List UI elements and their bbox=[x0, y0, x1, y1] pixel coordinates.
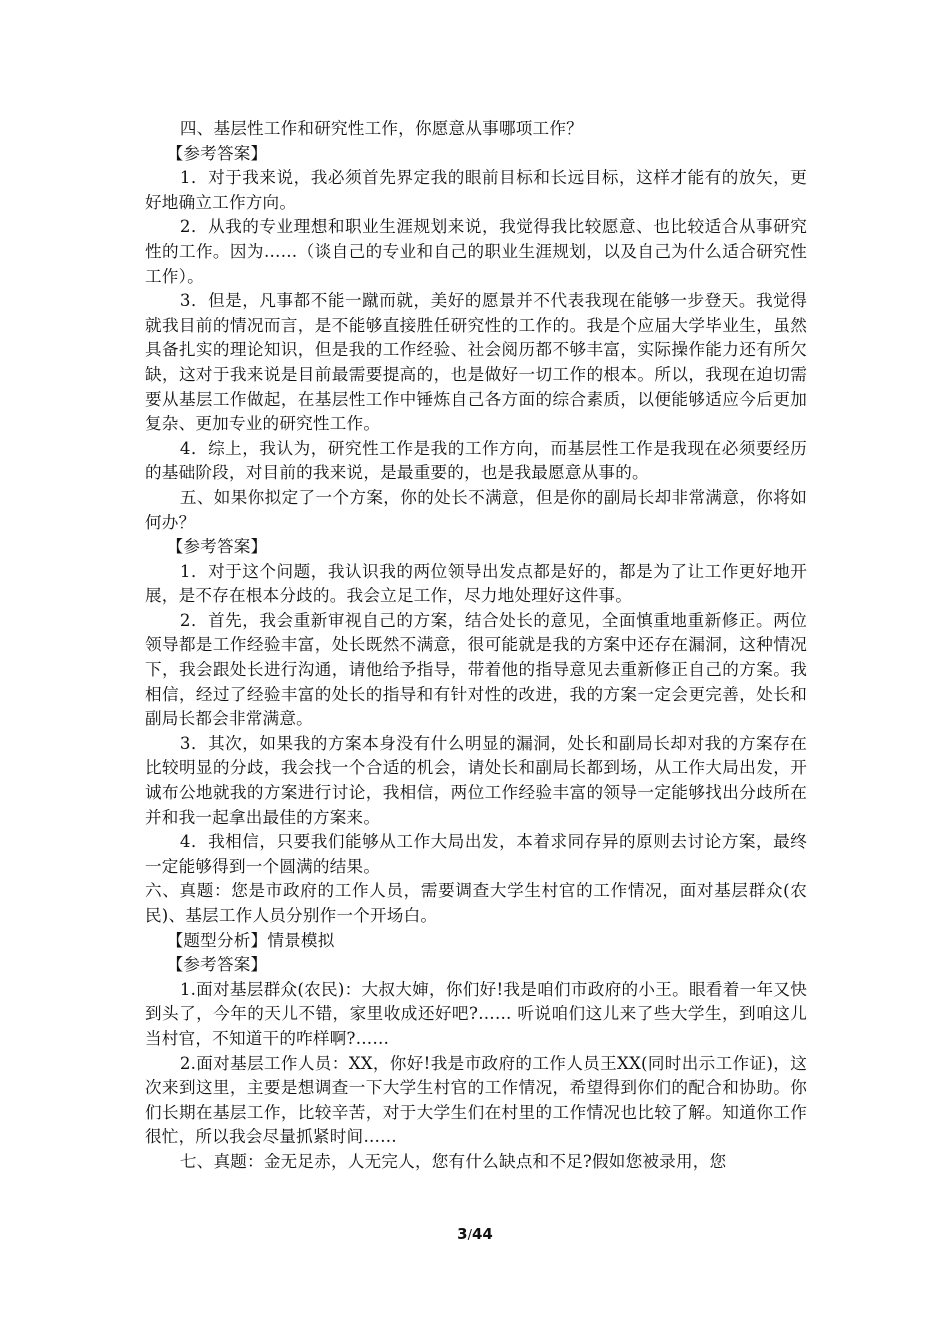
paragraph: 4．综上，我认为，研究性工作是我的工作方向，而基层性工作是我现在必须要经历的基础阶段，对目前的我来说，是最重要的，也是我最愿意从事的。 bbox=[145, 438, 807, 483]
paragraph: 六、真题：您是市政府的工作人员，需要调查大学生村官的工作情况，面对基层群众(农民)、基层工作人员分别作一个开场白。 bbox=[145, 881, 807, 925]
page-number bbox=[0, 1225, 950, 1243]
paragraph: 【参考答案】 bbox=[166, 955, 268, 975]
paragraph: 【题型分析】情景模拟 bbox=[166, 930, 335, 950]
page-separator: / bbox=[467, 1228, 472, 1243]
paragraph: 四、基层性工作和研究性工作，你愿意从事哪项工作？ bbox=[179, 119, 583, 138]
paragraph: 1.面对基层群众(农民)：大叔大婶，你们好!我是咱们市政府的小王。眼看着一年又快到头了，今年的天儿不错，家里收成还好吧?…… 听说咱们这儿来了些大学生，到咱这儿当村官，不知道干的咋样啊?…… bbox=[145, 979, 807, 1048]
document-body bbox=[145, 117, 807, 1175]
paragraph: 【参考答案】 bbox=[166, 537, 268, 557]
paragraph: 2.面对基层工作人员：XX，你好!我是市政府的工作人员王XX(同时出示工作证)，这次来到这里，主要是想调查一下大学生村官的工作情况，希望得到你们的配合和协助。你们长期在基层工作，比较辛苦，对于大学生们在村里的工作情况也比较了解。知道你工作很忙，所以我会尽量抓紧时间…… bbox=[145, 1053, 807, 1147]
paragraph: 1．对于这个问题，我认识我的两位领导出发点都是好的，都是为了让工作更好地开展，是不存在根本分歧的。我会立足工作，尽力地处理好这件事。 bbox=[145, 561, 807, 606]
page-total: 44 bbox=[471, 1225, 493, 1243]
paragraph: 4．我相信，只要我们能够从工作大局出发，本着求同存异的原则去讨论方案，最终一定能够得到一个圆满的结果。 bbox=[145, 832, 807, 876]
paragraph: 3．其次，如果我的方案本身没有什么明显的漏洞，处长和副局长却对我的方案存在比较明显的分歧，我会找一个合适的机会，请处长和副局长都到场，从工作大局出发，开诚布公地就我的方案进行讨论，我相信，两位工作经验丰富的领导一定能够找出分歧所在并和我一起拿出最佳的方案来。 bbox=[145, 733, 807, 827]
paragraph: 1．对于我来说，我必须首先界定我的眼前目标和长远目标，这样才能有的放矢，更好地确立工作方向。 bbox=[145, 168, 807, 212]
paragraph: 2．首先，我会重新审视自己的方案，结合处长的意见，全面慎重地重新修正。两位领导都是工作经验丰富，处长既然不满意，很可能就是我的方案中还存在漏洞，这种情况下，我会跟处长进行沟通，请他给予指导，带着他的指导意见去重新修正自己的方案。我相信，经过了经验丰富的处长的指导和有针对性的改进，我的方案一定会更完善，处长和副局长都会非常满意。 bbox=[145, 610, 807, 729]
paragraph: 五、如果你拟定了一个方案，你的处长不满意，但是你的副局长却非常满意，你将如何办？ bbox=[145, 487, 807, 532]
paragraph: 3．但是，凡事都不能一蹴而就，美好的愿景并不代表我现在能够一步登天。我觉得就我目前的情况而言，是不能够直接胜任研究性的工作的。我是个应届大学毕业生，虽然具备扎实的理论知识，但是我的工作经验、社会阅历都不够丰富，实际操作能力还有所欠缺，这对于我来说是目前最需要提高的，也是做好一切工作的根本。所以，我现在迫切需要从基层工作做起，在基层性工作中锤炼自己各方面的综合素质，以便能够适应今后更加复杂、更加专业的研究性工作。 bbox=[145, 291, 807, 434]
paragraph: 【参考答案】 bbox=[166, 143, 268, 163]
paragraph: 七、真题：金无足赤，人无完人，您有什么缺点和不足?假如您被录用，您 bbox=[179, 1151, 727, 1171]
paragraph: 2．从我的专业理想和职业生涯规划来说，我觉得我比较愿意、也比较适合从事研究性的工作。因为……（谈自己的专业和自己的职业生涯规划，以及自己为什么适合研究性工作）。 bbox=[145, 217, 807, 286]
page-current: 3 bbox=[457, 1225, 468, 1243]
